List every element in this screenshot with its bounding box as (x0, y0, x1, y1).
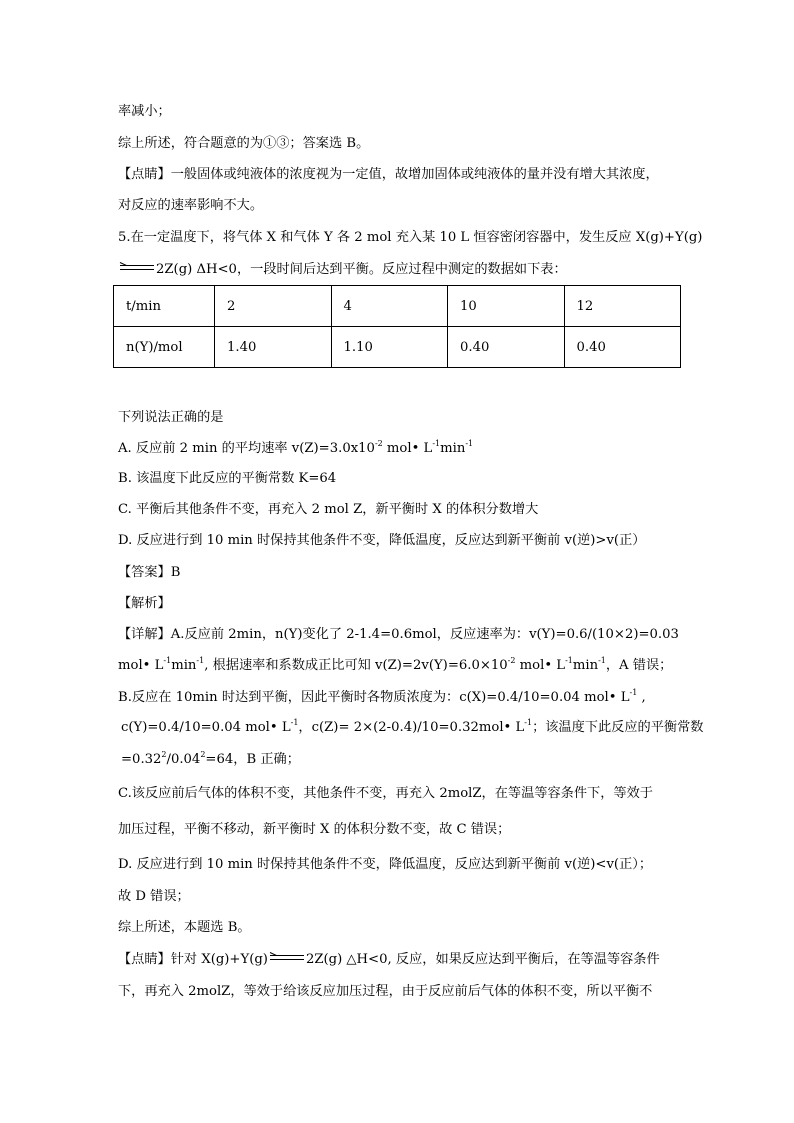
table-cell: t/min (114, 286, 215, 327)
text-line: 综上所述，符合题意的为①③；答案选 B。 (118, 136, 370, 151)
option-b: B. 该温度下此反应的平衡常数 K=64 (118, 471, 337, 486)
detail-line: 综上所述，本题选 B。 (118, 920, 251, 935)
analysis-heading: 【解析】 (118, 596, 171, 611)
tip-line: 【点睛】针对 X(g)+Y(g) 2Z(g) △H<0, 反应，如果反应达到平衡后，在等温等容条件 (118, 952, 660, 967)
answer-line: 【答案】B (118, 565, 181, 580)
detail-line: C.该反应前后气体的体积不变，其他条件不变，再充入 2molZ，在等温等容条件下，等效于 (118, 786, 653, 801)
text-line: 率减小； (118, 104, 171, 119)
detail-line: mol• $L^{-1}\min^{-1}$, 根据速率和系数成正比可知 $v(Z)=2v(Y)=6.0\times 10^{-2}$ mol• $L^{-1}\min^{-1}$，A 错误； (118, 656, 673, 673)
table-cell: 1.40 (215, 327, 332, 368)
detail-line: B.反应在 10min 时达到平衡，因此平衡时各物质浓度为：c(X)=0.4/10=0.04 mol• $L^{-1}$ , (118, 688, 646, 705)
option-d: D. 反应进行到 10 min 时保持其他条件不变，降低温度，反应达到新平衡前 v(逆)>v(正） (118, 533, 646, 548)
detail-line: $=0.32^2/0.04^2=64$，B 正确； (121, 750, 300, 767)
tip-line: 下，再充入 2molZ，等效于给该反应加压过程，由于反应前后气体的体积不变，所以平衡不 (118, 984, 653, 999)
table-cell: 1.10 (331, 327, 448, 368)
data-table (113, 285, 681, 368)
detail-line: D. 反应进行到 10 min 时保持其他条件不变，降低温度，反应达到新平衡前 v(逆)<v(正）； (118, 857, 653, 872)
table-cell: 10 (448, 286, 565, 327)
table-cell: 0.40 (564, 327, 681, 368)
option-c: C. 平衡后其他条件不变，再充入 2 mol Z，新平衡时 X 的体积分数增大 (118, 502, 539, 517)
question-stem: 下列说法正确的是 (118, 410, 224, 425)
table-cell: 2 (215, 286, 332, 327)
option-a: A. 反应前 2 min 的平均速率 $v(Z)=3.0x10^{-2}$ mol• $L^{-1}\min^{-1}$ (118, 439, 474, 456)
table-cell: 4 (331, 286, 448, 327)
detail-line: 【详解】A.反应前 2min，n(Y)变化了 2-1.4=0.6mol，反应速率为：v(Y)=0.6/(10×2)=0.03 (118, 627, 679, 642)
detail-line: c(Y)=0.4/10=0.04 mol• $L^{-1}$，c(Z)= 2×(2-0.4)/10=0.32mol• $L^{-1}$；该温度下此反应的平衡常数 (121, 718, 704, 735)
table-row (114, 327, 681, 368)
table-row (114, 286, 681, 327)
detail-line: 加压过程，平衡不移动，新平衡时 X 的体积分数不变，故 C 错误； (118, 822, 511, 837)
table-cell: 0.40 (448, 327, 565, 368)
tip-line: 【点睛】一般固体或纯液体的浓度视为一定值，故增加固体或纯液体的量并没有增大其浓度， (118, 167, 659, 182)
table-cell: 12 (564, 286, 681, 327)
question-5-text-cont: 2Z(g) ΔH<0，一段时间后达到平衡。反应过程中测定的数据如下表： (118, 262, 567, 278)
detail-line: 故 D 错误； (118, 889, 190, 904)
table-cell: n(Y)/mol (114, 327, 215, 368)
text-line: 对反应的速率影响不大。 (118, 198, 264, 213)
equilibrium-arrow-icon (120, 265, 154, 271)
question-5-text: 5.在一定温度下，将气体 X 和气体 Y 各 2 mol 充入某 10 L 恒容密闭容器中，发生反应 X(g)+Y(g) (118, 230, 703, 245)
equilibrium-arrow-icon (270, 955, 304, 961)
